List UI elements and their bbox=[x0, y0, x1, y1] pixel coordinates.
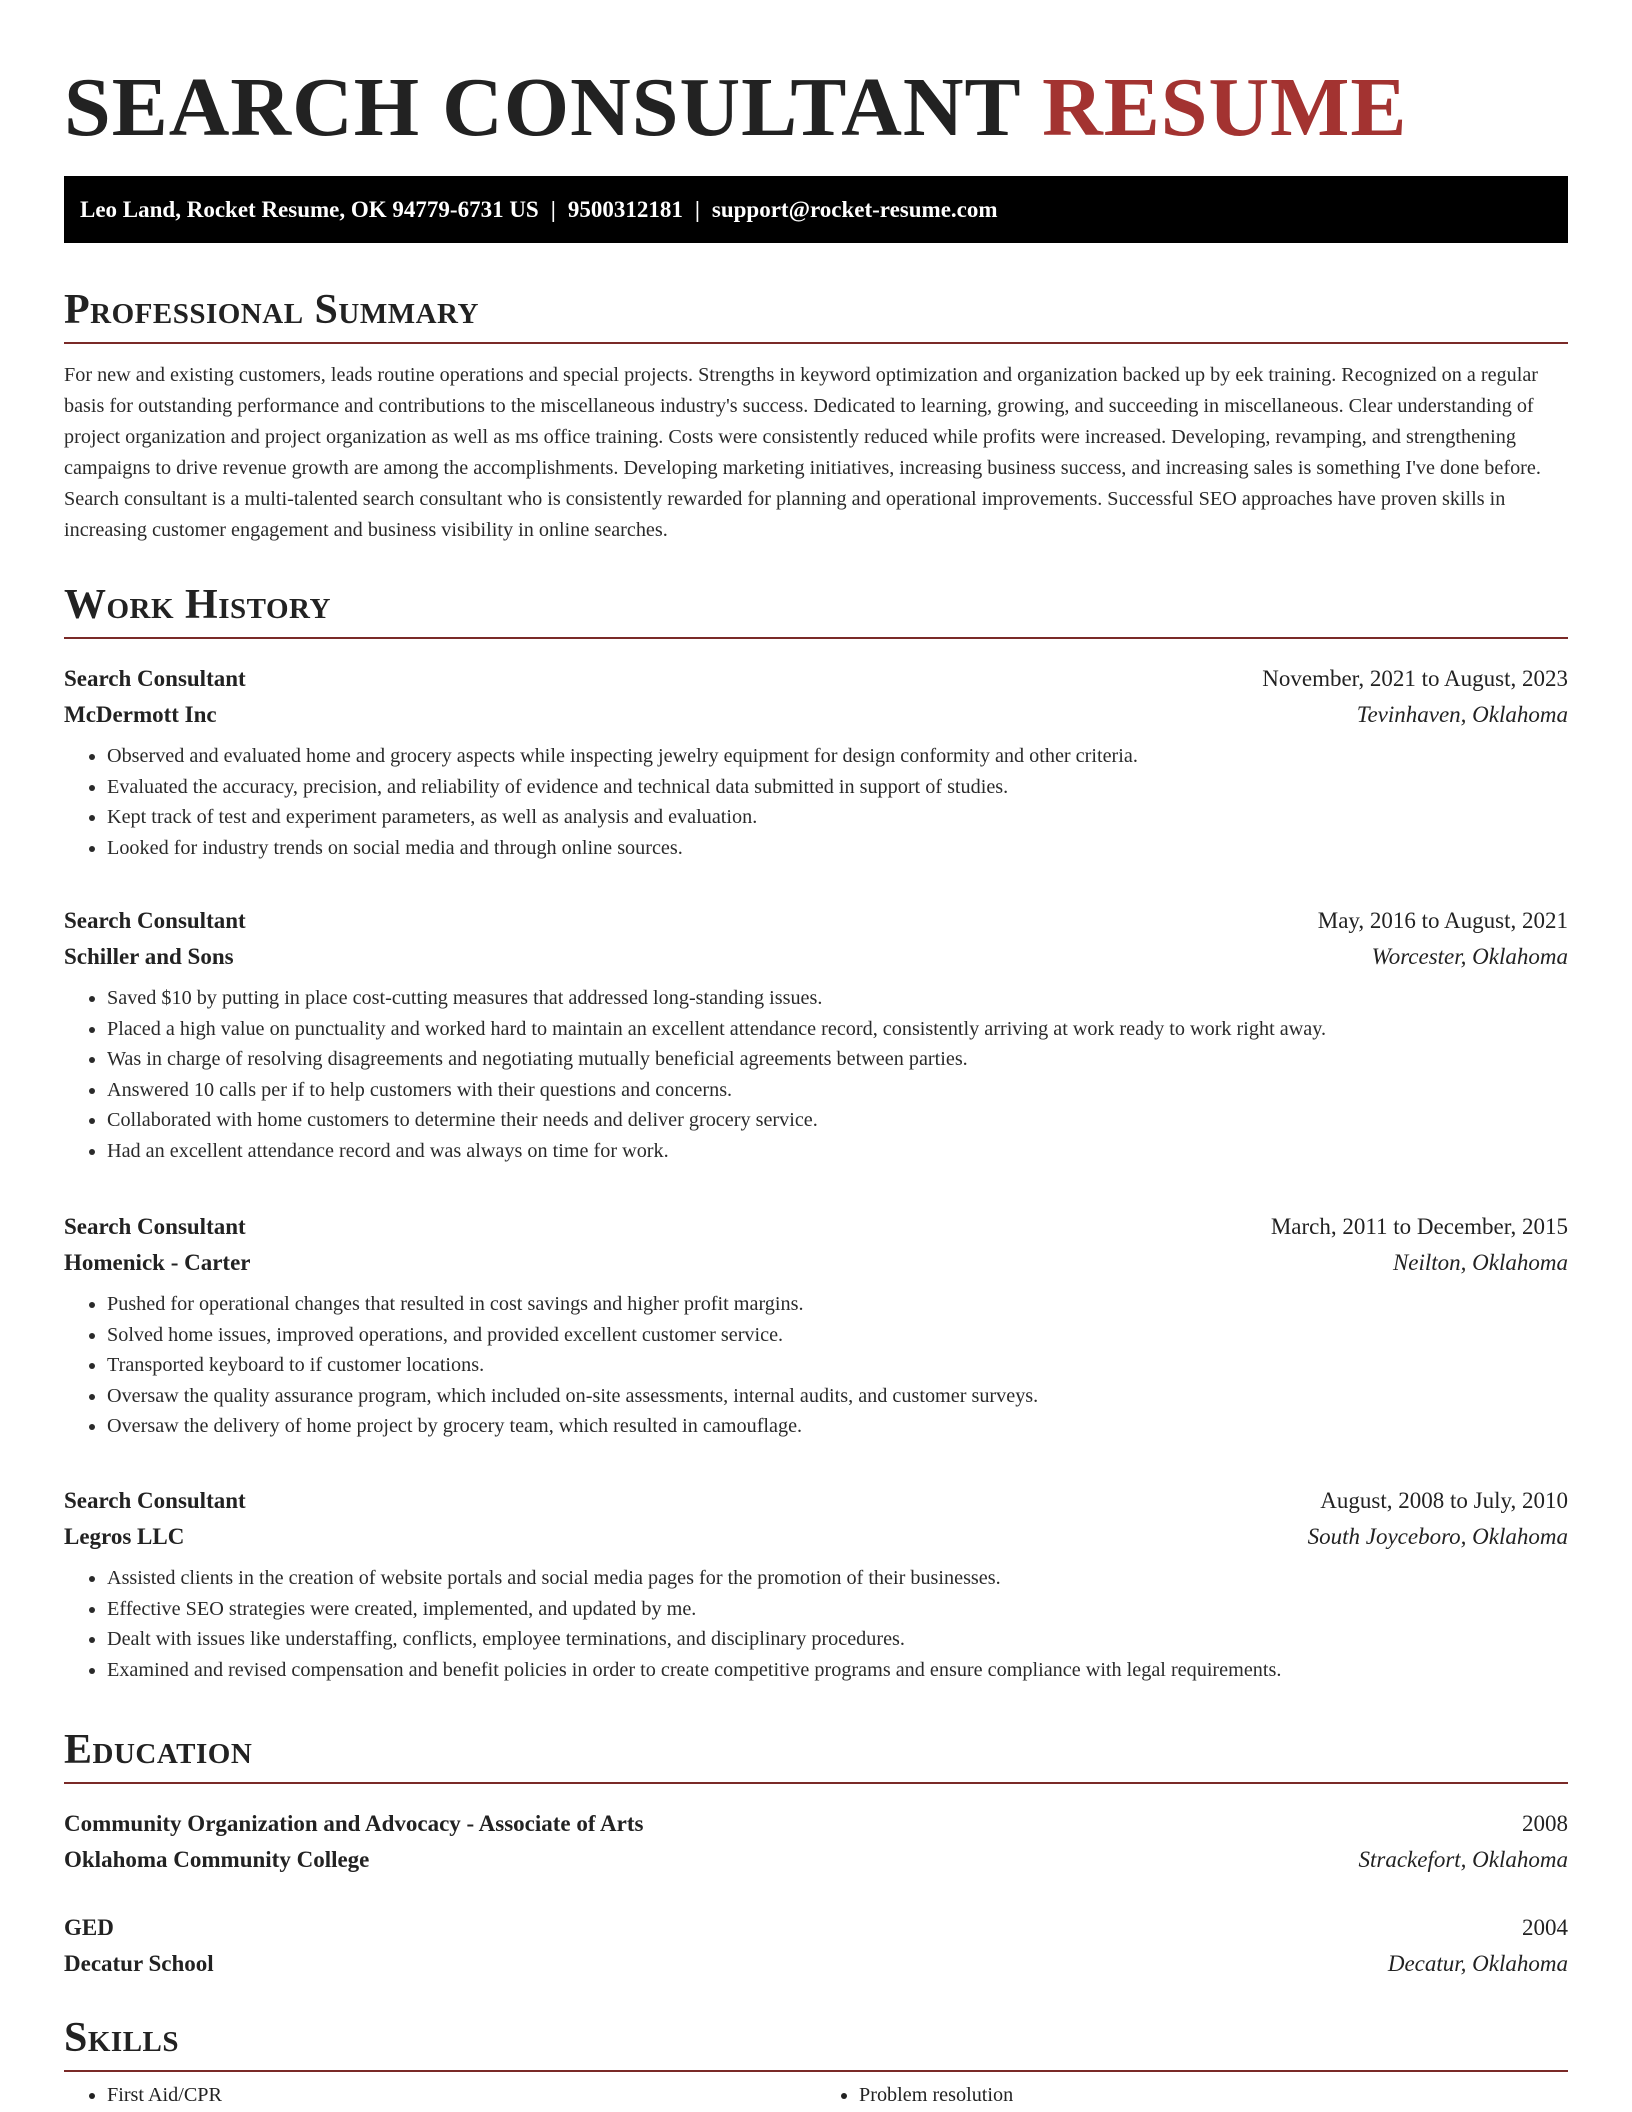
list-item: • Oversaw the quality assurance program, which included on-site assessments, internal audits, and customer surveys. bbox=[107, 1381, 1568, 1412]
skills-section bbox=[64, 2014, 1568, 2111]
skills-list-left bbox=[64, 2080, 816, 2111]
list-item: • Observed and evaluated home and grocery aspects while inspecting jewelry equipment for design conformity and other criteria. bbox=[107, 741, 1568, 772]
education-section bbox=[64, 1726, 1568, 1976]
contact-phone[interactable]: 9500312181 bbox=[567, 197, 683, 222]
education-degree: Community Organization and Advocacy - Associate of Arts bbox=[64, 1811, 644, 1836]
education-school-row bbox=[64, 1946, 1568, 1982]
contact-separator: | bbox=[550, 197, 556, 222]
job-location: Tevinhaven, Oklahoma bbox=[1356, 702, 1568, 727]
list-item: • Had an excellent attendance record and was always on time for work. bbox=[107, 1136, 1568, 1167]
job-title: Search Consultant bbox=[64, 666, 246, 691]
list-item: • Effective SEO strategies were created, implemented, and updated by me. bbox=[107, 1594, 1568, 1625]
contact-separator: | bbox=[694, 197, 700, 222]
education-location: Strackefort, Oklahoma bbox=[1358, 1847, 1568, 1872]
job-title: Search Consultant bbox=[64, 908, 246, 933]
job-title: Search Consultant bbox=[64, 1488, 246, 1513]
education-location: Decatur, Oklahoma bbox=[1387, 1951, 1568, 1976]
skills-list-right bbox=[816, 2080, 1568, 2111]
list-item: • Evaluated the accuracy, precision, and reliability of evidence and technical data submitted in support of studies. bbox=[107, 772, 1568, 803]
job-bullets bbox=[64, 1563, 1568, 1685]
list-item: • Problem resolution bbox=[859, 2080, 1568, 2111]
job-company: Homenick - Carter bbox=[64, 1250, 251, 1275]
list-item: • Solved home issues, improved operations, and provided excellent customer service. bbox=[107, 1320, 1568, 1351]
job-dates: August, 2008 to July, 2010 bbox=[1320, 1488, 1568, 1513]
job-bullets bbox=[64, 983, 1568, 1166]
education-degree: GED bbox=[64, 1915, 114, 1940]
list-item: • Assisted clients in the creation of website portals and social media pages for the promotion of their businesses. bbox=[107, 1563, 1568, 1594]
job-entry bbox=[64, 661, 1568, 863]
job-company-row bbox=[64, 1245, 1568, 1281]
job-entry bbox=[64, 903, 1568, 1166]
contact-bar bbox=[64, 176, 1568, 243]
job-location: South Joyceboro, Oklahoma bbox=[1307, 1524, 1568, 1549]
job-header-row bbox=[64, 903, 1568, 939]
job-location: Worcester, Oklahoma bbox=[1371, 944, 1568, 969]
job-company: Schiller and Sons bbox=[64, 944, 234, 969]
education-degree-row bbox=[64, 1806, 1568, 1842]
list-item: • Dealt with issues like understaffing, conflicts, employee terminations, and disciplinary procedures. bbox=[107, 1624, 1568, 1655]
list-item: • Collaborated with home customers to determine their needs and deliver grocery service. bbox=[107, 1105, 1568, 1136]
section-heading-work: Work History bbox=[64, 581, 1568, 639]
list-item: • Placed a high value on punctuality and worked hard to maintain an excellent attendance record, consistently arriving at work ready to work right away. bbox=[107, 1014, 1568, 1045]
list-item: • First Aid/CPR bbox=[107, 2080, 816, 2111]
resume-title bbox=[64, 58, 1568, 158]
summary-section bbox=[64, 286, 1568, 546]
summary-text: For new and existing customers, leads routine operations and special projects. Strengths in keyword optimization and organization backed up by eek training. Recognized on a regular basis for outstanding performance and contributions to the miscellaneous industry's success. Dedicated to learning, growing, and succeeding in miscellaneous. Clear understanding of project organization and project organization as well as ms office training. Costs were consistently reduced while profits were increased. Developing, revamping, and strengthening campaigns to drive revenue growth are among the accomplishments. Developing marketing initiatives, increasing business success, and increasing sales is something I've done before. Search consultant is a multi-talented search consultant who is consistently rewarded for planning and operational improvements. Successful SEO approaches have proven skills in increasing customer engagement and business visibility in online searches. bbox=[64, 364, 1541, 541]
skills-grid bbox=[64, 2072, 1568, 2111]
job-header-row bbox=[64, 1209, 1568, 1245]
education-school: Decatur School bbox=[64, 1951, 214, 1976]
education-degree-row bbox=[64, 1910, 1568, 1946]
work-section bbox=[64, 581, 1568, 1681]
list-item: • Oversaw the delivery of home project by grocery team, which resulted in camouflage. bbox=[107, 1411, 1568, 1442]
list-item: • Answered 10 calls per if to help customers with their questions and concerns. bbox=[107, 1075, 1568, 1106]
title-main: SEARCH CONSULTANT bbox=[64, 61, 1021, 154]
section-heading-skills: Skills bbox=[64, 2014, 1568, 2072]
job-title: Search Consultant bbox=[64, 1214, 246, 1239]
title-accent: RESUME bbox=[1042, 61, 1408, 154]
job-dates: May, 2016 to August, 2021 bbox=[1317, 908, 1568, 933]
list-item: • Kept track of test and experiment parameters, as well as analysis and evaluation. bbox=[107, 802, 1568, 833]
list-item: • Examined and revised compensation and benefit policies in order to create competitive programs and ensure compliance with legal requirements. bbox=[107, 1655, 1568, 1686]
contact-email[interactable]: support@rocket-resume.com bbox=[711, 197, 998, 222]
job-location: Neilton, Oklahoma bbox=[1392, 1250, 1568, 1275]
job-bullets bbox=[64, 1289, 1568, 1442]
job-company: McDermott Inc bbox=[64, 702, 217, 727]
education-year: 2004 bbox=[1522, 1915, 1568, 1940]
job-company-row bbox=[64, 697, 1568, 733]
job-dates: November, 2021 to August, 2023 bbox=[1262, 666, 1568, 691]
job-dates: March, 2011 to December, 2015 bbox=[1270, 1214, 1568, 1239]
job-header-row bbox=[64, 1483, 1568, 1519]
contact-address: Leo Land, Rocket Resume, OK 94779-6731 US bbox=[80, 197, 539, 222]
job-company: Legros LLC bbox=[64, 1524, 185, 1549]
section-heading-summary: Professional Summary bbox=[64, 286, 1568, 344]
job-company-row bbox=[64, 1519, 1568, 1555]
education-entry bbox=[64, 1806, 1568, 1878]
education-year: 2008 bbox=[1522, 1811, 1568, 1836]
education-entry bbox=[64, 1910, 1568, 1982]
list-item: • Pushed for operational changes that resulted in cost savings and higher profit margins. bbox=[107, 1289, 1568, 1320]
list-item: • Transported keyboard to if customer locations. bbox=[107, 1350, 1568, 1381]
education-school: Oklahoma Community College bbox=[64, 1847, 370, 1872]
resume-page bbox=[64, 0, 1568, 2106]
list-item: • Was in charge of resolving disagreements and negotiating mutually beneficial agreements between parties. bbox=[107, 1044, 1568, 1075]
job-header-row bbox=[64, 661, 1568, 697]
job-entry bbox=[64, 1209, 1568, 1442]
job-entry bbox=[64, 1483, 1568, 1685]
section-heading-education: Education bbox=[64, 1726, 1568, 1784]
job-company-row bbox=[64, 939, 1568, 975]
list-item: • Looked for industry trends on social media and through online sources. bbox=[107, 833, 1568, 864]
job-bullets bbox=[64, 741, 1568, 863]
list-item: • Saved $10 by putting in place cost-cutting measures that addressed long-standing issues. bbox=[107, 983, 1568, 1014]
education-school-row bbox=[64, 1842, 1568, 1878]
